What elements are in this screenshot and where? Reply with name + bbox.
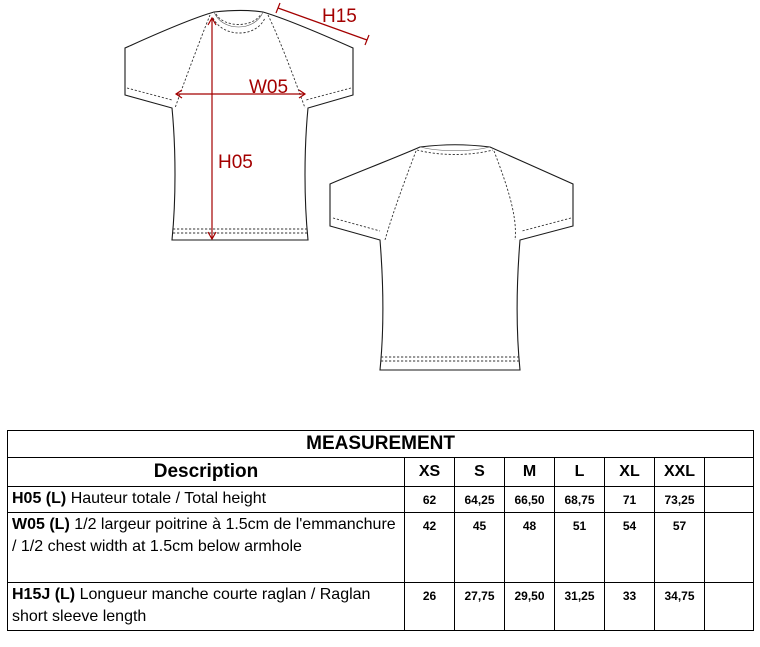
size-header-s: S	[455, 458, 505, 487]
table-title-row	[8, 431, 754, 458]
row-description	[8, 583, 405, 631]
value-cell: 64,25	[455, 487, 505, 513]
table-title: MEASUREMENT	[8, 431, 754, 458]
w05-label: W05	[249, 77, 289, 98]
size-header-empty	[705, 458, 754, 487]
value-cell: 48	[505, 513, 555, 583]
front-body-outline	[125, 11, 353, 241]
value-cell: 51	[555, 513, 605, 583]
value-cell: 29,50	[505, 583, 555, 631]
table-row	[8, 487, 754, 513]
value-cell: 57	[655, 513, 705, 583]
size-header-m: M	[505, 458, 555, 487]
h05-label: H05	[218, 152, 253, 173]
value-cell: 71	[605, 487, 655, 513]
size-header-xs: XS	[405, 458, 455, 487]
value-cell: 27,75	[455, 583, 505, 631]
table-row	[8, 513, 754, 583]
value-cell: 31,25	[555, 583, 605, 631]
empty-cell	[705, 513, 754, 583]
size-header-xxl: XXL	[655, 458, 705, 487]
measurement-table	[7, 430, 754, 631]
value-cell: 34,75	[655, 583, 705, 631]
description-header: Description	[8, 458, 405, 487]
row-code: H15J (L)	[12, 586, 76, 603]
size-header-l: L	[555, 458, 605, 487]
table-header-row	[8, 458, 754, 487]
front-view	[125, 11, 353, 241]
value-cell: 68,75	[555, 487, 605, 513]
row-code: W05 (L)	[12, 516, 70, 533]
back-body-outline	[330, 145, 573, 370]
row-text: Longueur manche courte raglan / Raglan short sleeve length	[12, 586, 371, 625]
value-cell: 45	[455, 513, 505, 583]
row-text: Hauteur totale / Total height	[70, 490, 267, 507]
row-text: 1/2 largeur poitrine à 1.5cm de l'emmanchure / 1/2 chest width at 1.5cm below armhole	[12, 516, 396, 555]
back-view	[330, 145, 573, 370]
row-description	[8, 487, 405, 513]
empty-cell	[705, 583, 754, 631]
value-cell: 73,25	[655, 487, 705, 513]
value-cell: 42	[405, 513, 455, 583]
value-cell: 33	[605, 583, 655, 631]
size-header-xl: XL	[605, 458, 655, 487]
table-row	[8, 583, 754, 631]
value-cell: 26	[405, 583, 455, 631]
row-description	[8, 513, 405, 583]
empty-cell	[705, 487, 754, 513]
h15-label: H15	[322, 6, 357, 27]
row-code: H05 (L)	[12, 490, 67, 507]
value-cell: 54	[605, 513, 655, 583]
value-cell: 66,50	[505, 487, 555, 513]
value-cell: 62	[405, 487, 455, 513]
